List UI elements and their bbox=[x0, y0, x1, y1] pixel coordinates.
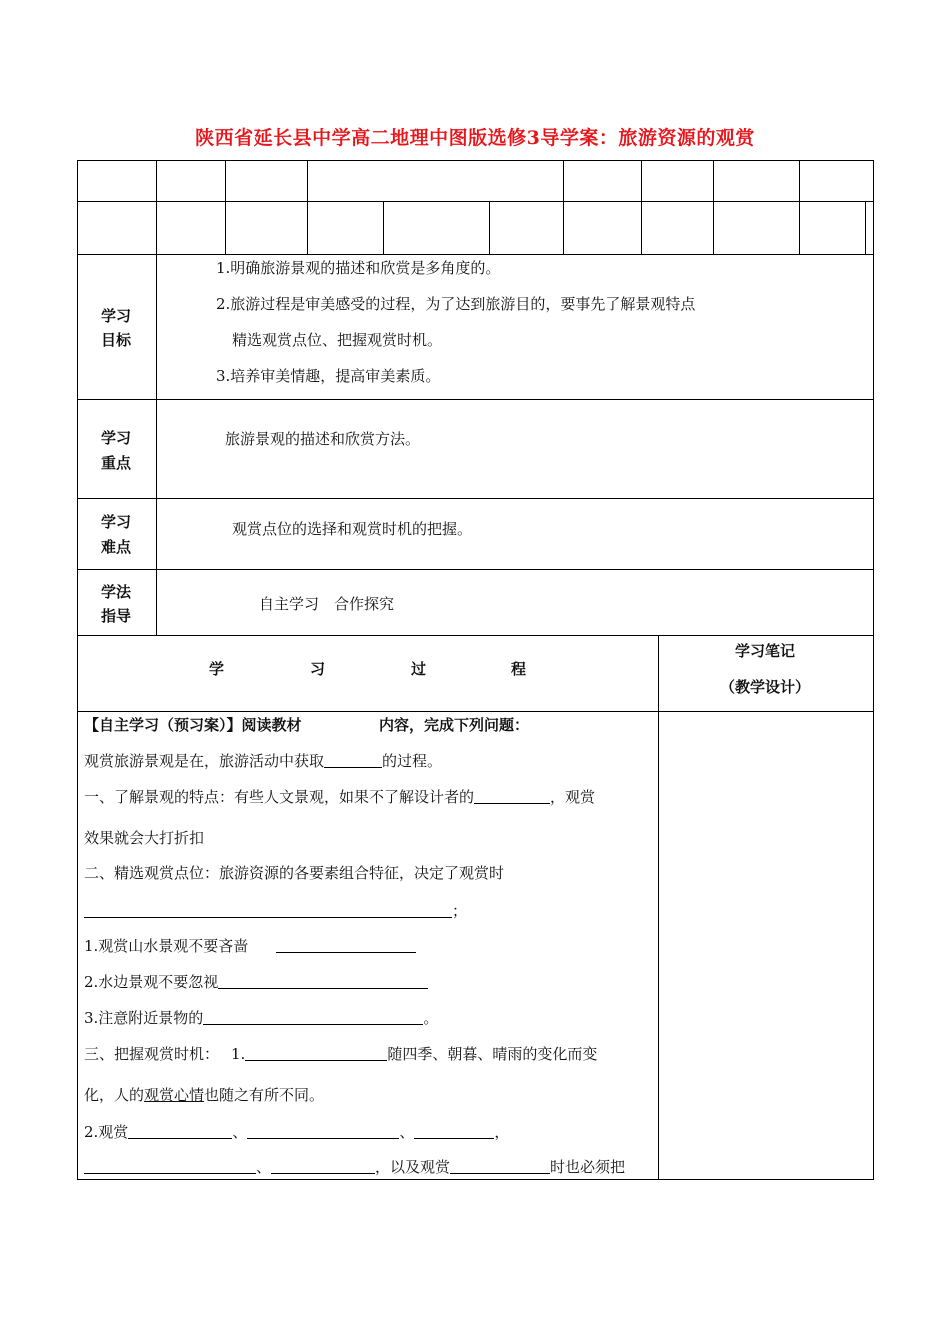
key-points-content: 旅游景观的描述和欣赏方法。 bbox=[225, 430, 421, 448]
fill-blank[interactable] bbox=[474, 789, 550, 804]
content-heading-a: 【自主学习（预习案）】阅读教材 bbox=[84, 716, 302, 734]
objective-item-2a: 2.旅游过程是审美感受的过程，为了达到旅游目的，要事先了解景观特点 bbox=[216, 295, 696, 313]
method-label-2: 指导 bbox=[101, 607, 132, 625]
content-line-8: 3.注意附近景物的 。 bbox=[84, 1009, 439, 1027]
content-line-10: 化，人的观赏心情也随之有所不同。 bbox=[84, 1086, 325, 1104]
content-line-5: ； bbox=[84, 903, 467, 919]
difficulties-content: 观赏点位的选择和观赏时机的把握。 bbox=[232, 520, 473, 538]
content-line-11: 2.观赏 、 、 ， bbox=[84, 1123, 510, 1141]
content-line-2: 一、了解景观的特点：有些人文景观，如果不了解设计者的 ，观赏 bbox=[84, 788, 596, 806]
method-content: 自主学习 合作探究 bbox=[259, 595, 395, 613]
key-points-label-2: 重点 bbox=[101, 454, 132, 472]
process-header-char-2: 习 bbox=[310, 660, 326, 678]
content-line-4: 二、精选观赏点位：旅游资源的各要素组合特征，决定了观赏时 bbox=[84, 864, 505, 882]
method-label-1: 学法 bbox=[101, 583, 132, 601]
fill-blank[interactable] bbox=[276, 938, 416, 953]
fill-blank[interactable] bbox=[84, 1159, 256, 1174]
content-line-7: 2.水边景观不要忽视 bbox=[84, 974, 428, 990]
process-header-char-1: 学 bbox=[209, 660, 225, 678]
notes-header-line-2: （教学设计） bbox=[720, 678, 811, 696]
fill-blank[interactable] bbox=[245, 1046, 387, 1061]
content-line-1: 观赏旅游景观是在，旅游活动中获取 的过程。 bbox=[84, 752, 443, 770]
objectives-label-1: 学习 bbox=[101, 307, 132, 325]
content-line-6: 1.观赏山水景观不要吝啬 bbox=[84, 938, 416, 954]
fill-blank[interactable] bbox=[414, 1124, 494, 1139]
fill-blank[interactable] bbox=[128, 1124, 232, 1139]
content-heading-b: 内容，完成下列问题： bbox=[379, 716, 530, 734]
fill-blank[interactable] bbox=[271, 1159, 375, 1174]
process-header-char-4: 程 bbox=[511, 660, 527, 678]
difficulties-label-2: 难点 bbox=[101, 538, 132, 556]
notes-header-line-1: 学习笔记 bbox=[735, 642, 796, 660]
fill-blank[interactable] bbox=[84, 903, 452, 918]
page-title: 陕西省延长县中学高二地理中图版选修3导学案：旅游资源的观赏 bbox=[195, 127, 755, 149]
objective-item-2b: 精选观赏点位、把握观赏时机。 bbox=[232, 331, 443, 349]
fill-blank[interactable] bbox=[324, 753, 382, 768]
fill-blank[interactable] bbox=[218, 974, 428, 989]
fill-blank[interactable] bbox=[203, 1010, 423, 1025]
objectives-label-2: 目标 bbox=[101, 331, 132, 349]
objective-item-3: 3.培养审美情趣，提高审美素质。 bbox=[216, 367, 441, 385]
difficulties-label-1: 学习 bbox=[101, 513, 132, 531]
process-header-char-3: 过 bbox=[411, 660, 427, 678]
fill-blank[interactable] bbox=[450, 1159, 550, 1174]
content-line-9: 三、把握观赏时机： 1. 随四季、朝暮、晴雨的变化而变 bbox=[84, 1045, 598, 1063]
content-line-3: 效果就会大打折扣 bbox=[84, 829, 205, 847]
key-points-label-1: 学习 bbox=[101, 429, 132, 447]
content-line-12: 、 ，以及观赏 时也必须把 bbox=[84, 1159, 625, 1175]
fill-blank[interactable] bbox=[247, 1124, 399, 1139]
objective-item-1: 1.明确旅游景观的描述和欣赏是多角度的。 bbox=[216, 259, 501, 277]
